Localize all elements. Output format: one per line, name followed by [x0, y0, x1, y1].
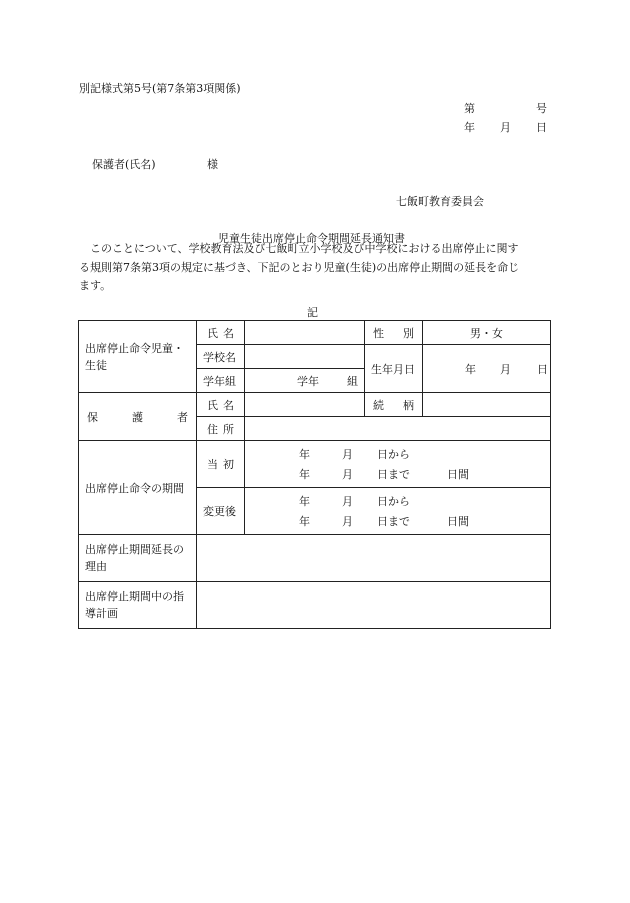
table-row [79, 441, 551, 488]
student-name-field[interactable] [245, 321, 365, 345]
period-section-label: 出席停止命令の期間 [79, 441, 197, 535]
original-period-label: 当 初 [197, 441, 245, 488]
birth-field[interactable]: 年 月 日 [423, 345, 551, 393]
guardian-name-field[interactable] [245, 393, 365, 417]
relation-field[interactable] [423, 393, 551, 417]
table-row [79, 321, 551, 345]
doc-number-suffix: 号 [536, 102, 547, 115]
extension-form-table [78, 320, 551, 629]
body-line: ます。 [79, 279, 112, 292]
original-period-field[interactable]: 年 月 日から 年 月 日まで 日間 [245, 441, 551, 488]
form-reference: 別記様式第5号(第7条第3項関係) [79, 82, 241, 95]
issuer: 七飯町教育委員会 [396, 195, 484, 208]
address-label: 住 所 [197, 417, 245, 441]
table-row [79, 582, 551, 629]
school-label: 学校名 [197, 345, 245, 369]
table-row [79, 393, 551, 417]
body-line: る規則第7条第3項の規定に基づき、下記のとおり児童(生徒)の出席停止期間の延長を命じ [79, 260, 520, 274]
changed-period-field[interactable]: 年 月 日から 年 月 日まで 日間 [245, 488, 551, 535]
addressee-honorific: 様 [207, 158, 218, 171]
date-day: 日 [536, 121, 547, 134]
body-paragraph [79, 240, 549, 296]
reason-field[interactable] [197, 535, 551, 582]
gender-label: 性 別 [365, 321, 423, 345]
changed-period-label: 変更後 [197, 488, 245, 535]
addressee-label: 保護者(氏名) [92, 158, 156, 171]
gender-value[interactable]: 男・女 [423, 321, 551, 345]
grade-label: 学年組 [197, 369, 245, 393]
date-year: 年 [464, 121, 475, 134]
guardian-section-label: 保 護 者 [79, 393, 197, 441]
grade-field[interactable]: 学年 組 [245, 369, 365, 393]
guidance-label: 出席停止期間中の指導計画 [79, 582, 197, 629]
table-row [79, 535, 551, 582]
date-month: 月 [500, 121, 511, 134]
address-field[interactable] [245, 417, 551, 441]
ki-marker: 記 [307, 306, 318, 319]
body-line: このことについて、学校教育法及び七飯町立小学校及び中学校における出席停止に関す [90, 242, 519, 255]
student-name-label: 氏 名 [197, 321, 245, 345]
birth-label: 生年月日 [365, 345, 423, 393]
guardian-name-label: 氏 名 [197, 393, 245, 417]
doc-number-prefix: 第 [464, 102, 475, 115]
reason-label: 出席停止期間延長の理由 [79, 535, 197, 582]
student-section-label: 出席停止命令児童・生徒 [79, 321, 197, 393]
document-title: 児童生徒出席停止命令期間延長通知書 [218, 232, 405, 245]
school-field[interactable] [245, 345, 365, 369]
relation-label: 続 柄 [365, 393, 423, 417]
guidance-field[interactable] [197, 582, 551, 629]
